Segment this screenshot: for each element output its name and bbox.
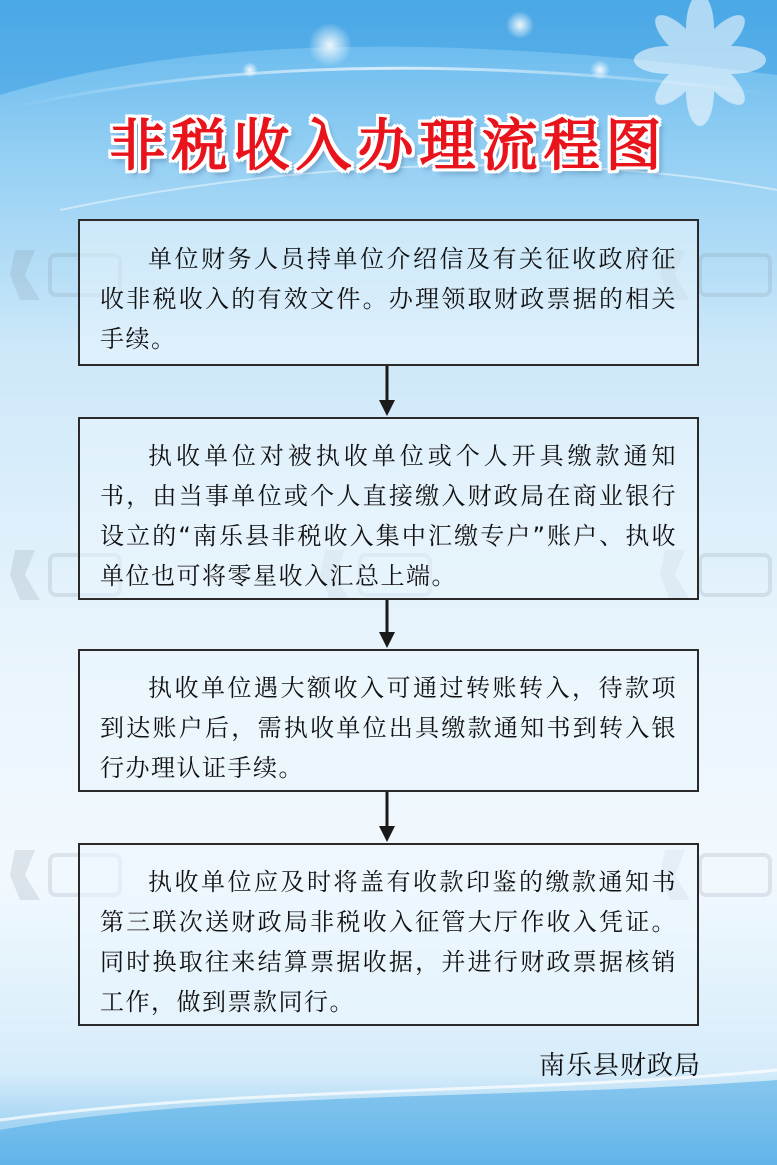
flow-step-3 [78, 649, 699, 792]
down-arrow-icon [377, 792, 397, 843]
sparkle [590, 60, 610, 80]
flow-step-4 [78, 843, 699, 1026]
issuer-signature: 南乐县财政局 [538, 1051, 701, 1081]
flow-step-1 [78, 219, 699, 366]
sparkle [506, 11, 534, 39]
flow-step-1-text: 单位财务人员持单位介绍信及有关征收政府征收非税收入的有效文件。办理领取财政票据的相关手续。 [100, 245, 677, 353]
page-title: 非税收入办理流程图 [109, 114, 668, 179]
sparkle [242, 62, 258, 78]
flow-step-2-text: 执收单位对被执收单位或个人开具缴款通知书，由当事单位或个人直接缴入财政局在商业银行设立的“南乐县非税收入集中汇缴专户”账户、执收单位也可将零星收入汇总上端。 [100, 442, 677, 590]
down-arrow-icon [377, 366, 397, 417]
flow-step-3-text: 执收单位遇大额收入可通过转账转入，待款项到达账户后，需执收单位出具缴款通知书到转入银行办理认证手续。 [100, 674, 677, 782]
sparkle [308, 23, 352, 67]
flow-step-4-text: 执收单位应及时将盖有收款印鉴的缴款通知书第三联次送财政局非税收入征管大厅作收入凭证。同时换取往来结算票据收据，并进行财政票据核销工作，做到票款同行。 [100, 868, 677, 1016]
down-arrow-icon [377, 600, 397, 649]
flow-step-2 [78, 417, 699, 600]
